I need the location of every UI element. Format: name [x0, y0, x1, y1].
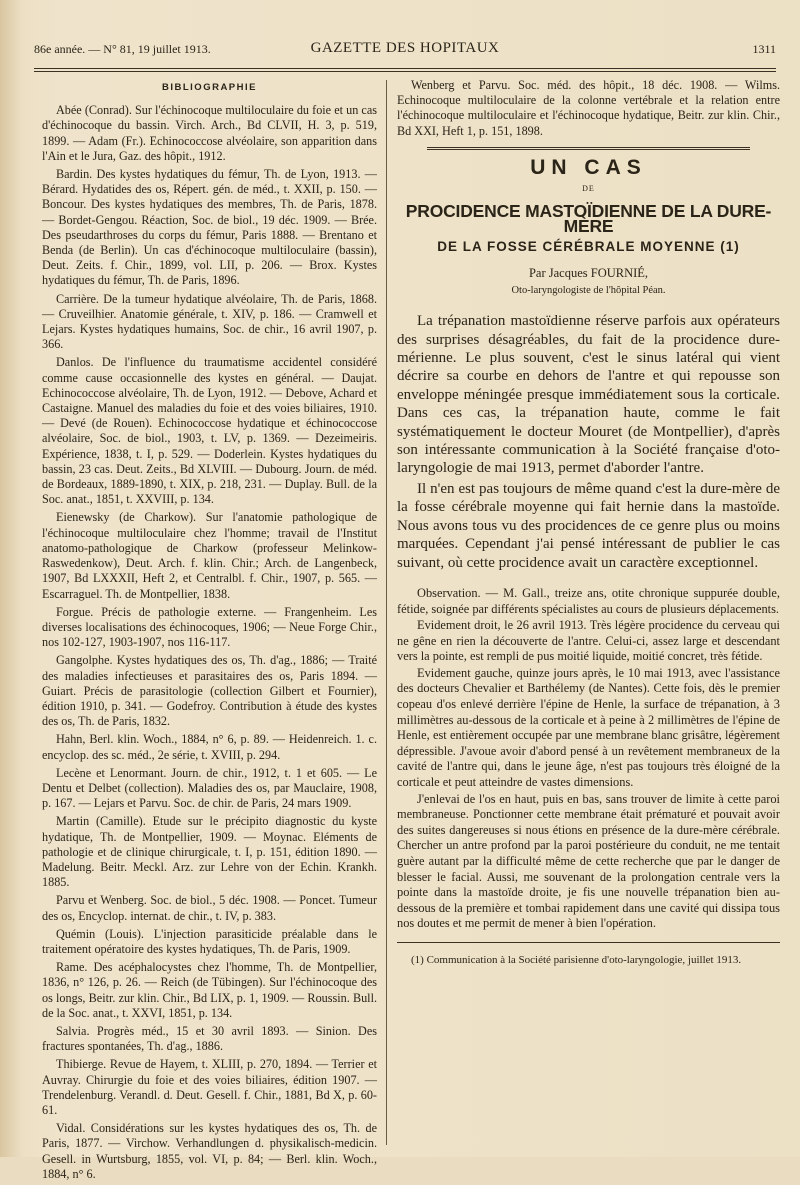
bibliography-entry: Bardin. Des kystes hydatiques du fémur, Th. de Lyon, 1913. — Bérard. Hydatides des os, Répert. gén. de méd., t. XXII, p. 150. — Boncour. Des kystes hydatiques des membres, Th. de Paris, 1878. — Bordet-Gengou. Réaction, Soc. de biol., 19 déc. 1909. — Brée. Des pseudarthroses du corps du fémur, Paris 1888. — Brentano et Benda (de Berlin). Un cas d'échinocoque multiloculaire (bassin), Deut. Zeits. f. Chir., 1899, vol. LII, p. 206. — Brox. Kystes hydatiques du fémur, Th. de Paris, 1896.	[42, 167, 377, 288]
bibliography-entry: Vidal. Considérations sur les kystes hydatiques des os, Th. de Paris, 1877. — Virchow. Verhandlungen d. physikalisch-medicin. Gesell. in Wurtsburg, 1855, vol. VI, p. 84; — Berl. klin. Woch., 1884, n° 6.	[42, 1121, 377, 1181]
bibliography-entry: Abée (Conrad). Sur l'échinocoque multiloculaire du foie et un cas d'échinocoque du bassin. Virch. Arch., Bd CLVII, H. 3, p. 519, 1899. — Adam (Fr.). Echinococcose alvéolaire, son apparition dans l'Ain et le Jura, Gaz. des hôpit., 1912.	[42, 103, 377, 163]
header-rule	[34, 68, 776, 69]
page-header	[34, 38, 776, 60]
bibliography-list	[42, 103, 377, 1182]
column-divider	[386, 80, 387, 1145]
article-separator	[427, 147, 750, 150]
bibliography-entry: Gangolphe. Kystes hydatiques des os, Th. d'ag., 1886; — Traité des maladies infectieuses et parasitaires des os, Paris 1894. — Guiart. Précis de parasitologie (collection Gilbert et Fournier), édition 1910, p. 341. — Godefroy. Contribution à étude des kystes des os, Th. de Paris, 1832.	[42, 653, 377, 729]
bibliography-entry: Forgue. Précis de pathologie externe. — Frangenheim. Les diverses localisations des échinocoques, 1906; — Neue Forge Chir., nos 102-127, 1903-1907, nos 116-117.	[42, 604, 377, 650]
bibliography-column	[42, 78, 377, 1185]
lead-paragraph-1: La trépanation mastoïdienne réserve parfois aux opérateurs des surprises désagréables, du fait de la procidence dure-mérienne. Le plus souvent, c'est le sinus latéral qui vient décrire sa courbe en dehors de l'antre et qui repousse son enveloppe méningée presque immédiatement sous la corticale. Dans ces cas, la trépanation haute, comme le fait systématiquement le docteur Mouret (de Montpellier), d'après son intéressante communication à la Société française d'oto-laryngologie de mai 1913, permet d'aborder l'antre.	[397, 313, 780, 477]
author-affiliation: Oto-laryngologiste de l'hôpital Péan.	[511, 285, 666, 297]
article-column	[397, 78, 780, 978]
article-title-line-2: PROCIDENCE MASTOÏDIENNE DE LA DURE-MÈRE	[405, 201, 772, 237]
journal-title: GAZETTE DES HOPITAUX	[310, 40, 500, 56]
issue-line: 86e année. — N° 81, 19 juillet 1913.	[34, 42, 211, 56]
bibliography-entry: Thibierge. Revue de Hayem, t. XLIII, p. 270, 1894. — Terrier et Auvray. Chirurgie du foie et des voies biliaires, édition 1907. — Trendelenburg. Verandl. d. Deut. Gesell. f. Chir., 1881, Bd X, p. 60-61.	[42, 1057, 377, 1117]
continued-reference: Wenberg et Parvu. Soc. méd. des hôpit., 18 déc. 1908. — Wilms. Echinocoque multiloculaire de la colonne vertébrale et la relation entre l'échinocoque multiloculaire et l'échinocoque hydatique, Beitr. zur klin. Chir., Bd XXI, Heft 1, p. 151, 1898.	[397, 78, 780, 138]
article-title-line-3: DE LA FOSSE CÉRÉBRALE MOYENNE (1)	[437, 238, 740, 254]
bibliography-entry: Carrière. De la tumeur hydatique alvéolaire, Th. de Paris, 1868. — Cruveilhier. Anatomie générale, t. XIV, p. 186. — Cramwell et Lejars. Kystes hydatiques humains, Soc. de chir., 16 avril 1907, p. 366.	[42, 291, 377, 352]
article-title-de: DE	[582, 184, 595, 194]
article-title-line-1: UN CAS	[530, 155, 647, 179]
bibliography-heading: BIBLIOGRAPHIE	[162, 82, 257, 93]
footnote: (1) Communication à la Société parisienne d'oto-laryngologie, juillet 1913.	[411, 953, 742, 966]
bibliography-entry: Rame. Des acéphalocystes chez l'homme, Th. de Montpellier, 1836, n° 126, p. 26. — Reich (de Tübingen). Sur l'échinocoque des os longs, Beitr. zur klin. Chir., Bd LIX, p. 1, 1909. — Roussin. Bull. de la Soc. anat., t. XXVI, 1851, p. 134.	[42, 960, 377, 1020]
observation-paragraph-2: Evidement droit, le 26 avril 1913. Très légère procidence du cerveau qui ne gêne en rien la découverte de l'antre. Celui-ci, assez large et descendant vers la pointe, est rempli de pus moitié liquide, moitié concret, très fétide.	[397, 618, 780, 664]
bibliography-entry: Hahn, Berl. klin. Woch., 1884, n° 6, p. 89. — Heidenreich. 1. c. encyclop. des sc. méd., 2e série, t. XVIII, p. 294.	[42, 732, 377, 762]
bibliography-entry: Parvu et Wenberg. Soc. de biol., 5 déc. 1908. — Poncet. Tumeur des os, Encyclop. internat. de chir., t. IV, p. 383.	[42, 893, 377, 923]
bibliography-entry: Martin (Camille). Etude sur le précipito diagnostic du kyste hydatique, Th. de Montpellier, 1909. — Moynac. Eléments de pathologie et de clinique chirurgicale, t. I, p. 151, édition 1890. — Madelung. Beitr. Meckl. Arz. zur Lehre von der Echin. Krankh. 1885.	[42, 814, 377, 890]
article-author: Par Jacques FOURNIÉ,	[528, 265, 649, 280]
page-number: 1311	[752, 42, 776, 56]
observation-paragraph-3: Evidement gauche, quinze jours après, le 10 mai 1913, avec l'assistance des docteurs Chevalier et Barthélemy (de Nantes). Cette fois, dès le premier copeau d'os enlevé derrière l'épine de Henle, la surface de trépanation, à 3 millimètres au-dessous de la corticale et à peine à 2 millimètres de l'épine de Henle, est entièrement occupée par une membrane blanc grisâtre, légèrement dépressible. J'avoue avoir d'abord pensé à un revêtement membraneux de la cavité de l'antre qui, dans le jeune âge, n'est pas toujours très éloigné de la corticale et peut atteindre de vastes dimensions.	[397, 665, 780, 790]
bibliography-entry: Eienewsky (de Charkow). Sur l'anatomie pathologique de l'échinocoque multiloculaire chez l'homme; travail de l'Institut anatomo-pathologique de Charkow (professeur Melinkow-Raswedenkow), Deut. Arch. f. klin. Chir.; Arch. de Langenbeck, 1907, Bd LXXXII, Heft 2, et Centralbl. f. Chir., 1907, p. 565. — Escarraguel. Th. de Montpellier, 1838.	[42, 510, 377, 601]
lead-paragraph-2: Il n'en est pas toujours de même quand c'est la dure-mère de la fosse cérébrale moyenne qui fait hernie dans la mastoïde. Nous avons tous vu des procidences de ce genre plus ou moins marquées. Cependant j'ai pensé intéressant de publier le cas suivant, où cette procidence avait un caractère exceptionnel.	[397, 480, 780, 571]
header-rule-2	[34, 71, 776, 72]
footnote-rule	[397, 942, 780, 943]
observation-paragraph-1: Observation. — M. Gall., treize ans, otite chronique suppurée double, fétide, soignée par différents spécialistes au cours de plusieurs déplacements.	[397, 585, 780, 616]
observation-paragraph-4: J'enlevai de l'os en haut, puis en bas, sans trouver de limite à cette paroi membraneuse. Ponctionner cette membrane était prématuré et pouvait avoir des suites dangereuses si nous étions en présence de la dure-mère cérébrale. Chercher un antre profond par la paroi postérieure du conduit, ne me tentait guère autant par la difficulté même de cette recherche que par le danger de blesser le facial. Aussi, me souvenant de la prolongation centrale vers la pointe dans la mastoïde droite, je fis une nouvelle trépanation bien au-dessous de la première et tombai rapidement dans une cavité qui dissipa tous nos doutes et me permit de mener à bien l'opération.	[397, 791, 780, 931]
bibliography-entry: Danlos. De l'influence du traumatisme accidentel considéré comme cause occasionnelle des kystes en général. — Daujat. Echinococcose alvéolaire, Th. de Lyon, 1912. — Debove, Achard et Castaigne. Manuel des maladies du foie et des voies biliaires, 1910. — Devé (de Rouen). Echinococcose hydatique et échinococcose alvéolaire, Soc. de biol., 1903, t. LV, p. 1369. — Dezeimeiris. Expérience, 1838, t. I, p. 529. — Doderlein. Kystes hydatiques du bassin, 23 cas. Deut. Zeits., Bd XLVIII. — Dubourg. Journ. de méd. de Bordeaux, 1889-1890, t. XIX, p. 218, 231. — Duplay. Bull. de la Soc. anat., 1851, t. XXVIII, p. 134.	[42, 355, 377, 507]
bibliography-entry: Lecène et Lenormant. Journ. de chir., 1912, t. 1 et 605. — Le Dentu et Delbet (collection). Maladies des os, par Mauclaire, 1908, p. 167. — Lejars et Parvu. Soc. de chir. de Paris, 24 mars 1909.	[42, 765, 377, 811]
bibliography-entry: Quémin (Louis). L'injection parasiticide préalable dans le traitement opératoire des kystes hydatiques, Th. de Paris, 1909.	[42, 926, 377, 956]
bibliography-entry: Salvia. Progrès méd., 15 et 30 avril 1893. — Sinion. Des fractures spontanées, Th. d'ag., 1886.	[42, 1023, 377, 1054]
